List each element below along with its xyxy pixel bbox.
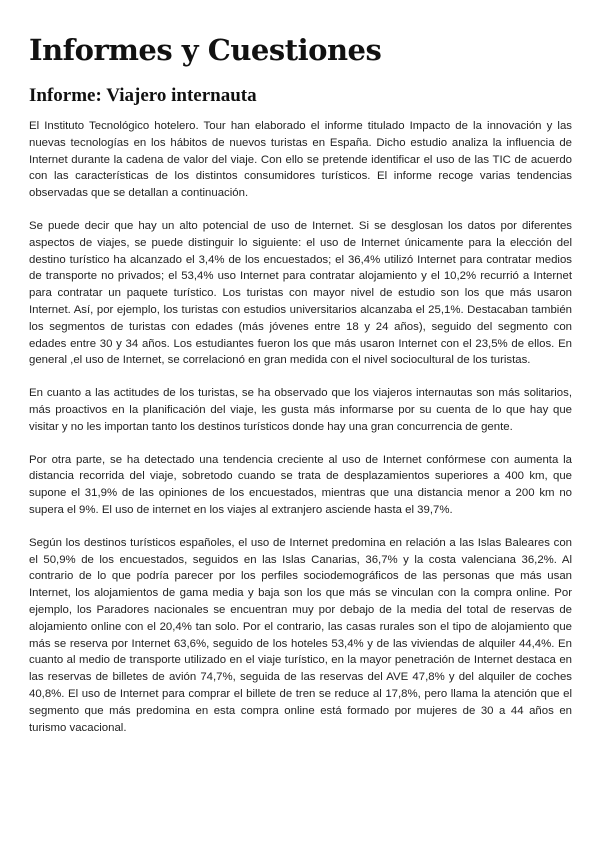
article-title: Informe: Viajero internauta	[29, 85, 257, 106]
paragraph-intro: El Instituto Tecnológico hotelero. Tour han elaborado el informe titulado Impacto de la innovación y las nuevas tecnologías en los hábitos de nuevos turistas en España. Dicho estudio analiza la influencia de Internet durante la cadena de valor del viaje. Con ello se pretende identificar el uso de las TIC de acuerdo con las características de los distintos consumidores turísticos. El informe recoge varias tendencias observadas que se detallan a continuación.	[29, 120, 572, 200]
paragraph-internet-usage: Se puede decir que hay un alto potencial de uso de Internet. Si se desglosan los datos por diferentes aspectos de viajes, se puede distinguir lo siguiente: el uso de Internet únicamente para la elección del destino turístico ha alcanzado el 3,4% de los encuestados; el 36,4% utilizó Internet para contratar medios de transporte no privados; el 53,4% uso Internet para contratar alojamiento y el 10,2% recurrió a Internet para contratar un paquete turístico. Los turistas con mayor nivel de estudio son los que más usaron Internet. Así, por ejemplo, los turistas con estudios universitarios alcanzaba el 25,1%. Destacaban también los segmentos de turistas con edades (más jóvenes entre 18 y 24 años), seguido del segmento con edades entre 30 y 34 años. Los estudiantes fueron los que más usaron Internet con el 23,5% de ellos. En general ,el uso de Internet, se correlacionó en gran medida con el nivel sociocultural de los turistas.	[29, 219, 572, 367]
paragraph-distance: Por otra parte, se ha detectado una tendencia creciente al uso de Internet confórmese con aumenta la distancia recorrida del viaje, sobretodo cuando se trata de desplazamientos superiores a 400 km, que supone el 31,9% de las opiniones de los encuestados, mientras que una distancia menor a 200 km no supera el 9%. El uso de internet en los viajes al extranjero asciende hasta el 39,7%.	[29, 453, 572, 516]
document-page	[29, 30, 572, 752]
section-title: Informes y Cuestiones	[29, 33, 382, 67]
paragraph-destinations: Según los destinos turísticos españoles, el uso de Internet predomina en relación a las Islas Baleares con el 50,9% de los encuestados, seguidos en las Islas Canarias, 36,7% y la costa valenciana 36,2%. Al contrario de lo que podría parecer por los perfiles sociodemográficos de las personas que más usan Internet, los alojamientos de gama media y baja son los que más se vinculan con la compra online. Por ejemplo, los Paradores nacionales se encuentran muy por debajo de la media del total de reservas de alojamiento online con el 20,4% tan solo. Por el contrario, las casas rurales son el tipo de alojamiento que más se reserva por Internet 63,6%, seguido de los hoteles 53,4% y de las viviendas de alquiler 44,4%. En cuanto al medio de transporte utilizado en el viaje turístico, en la mayor penetración de Internet destaca en las reservas de billetes de avión 74,7%, seguida de las reservas del AVE 47,8% y del alquiler de coches 40,8%. El uso de Internet para comprar el billete de tren se reduce al 17,8%, pero llama la atención que el segmento que más predomina en esta compra online está formado por mujeres de 30 a 44 años en turismo vacacional.	[29, 536, 572, 734]
paragraph-attitudes: En cuanto a las actitudes de los turistas, se ha observado que los viajeros internautas son más solitarios, más proactivos en la planificación del viaje, les gusta más informarse por su cuenta de lo que hay que visitar y no les importan tanto los destinos turísticos donde hay una gran concurrencia de gente.	[29, 387, 572, 433]
